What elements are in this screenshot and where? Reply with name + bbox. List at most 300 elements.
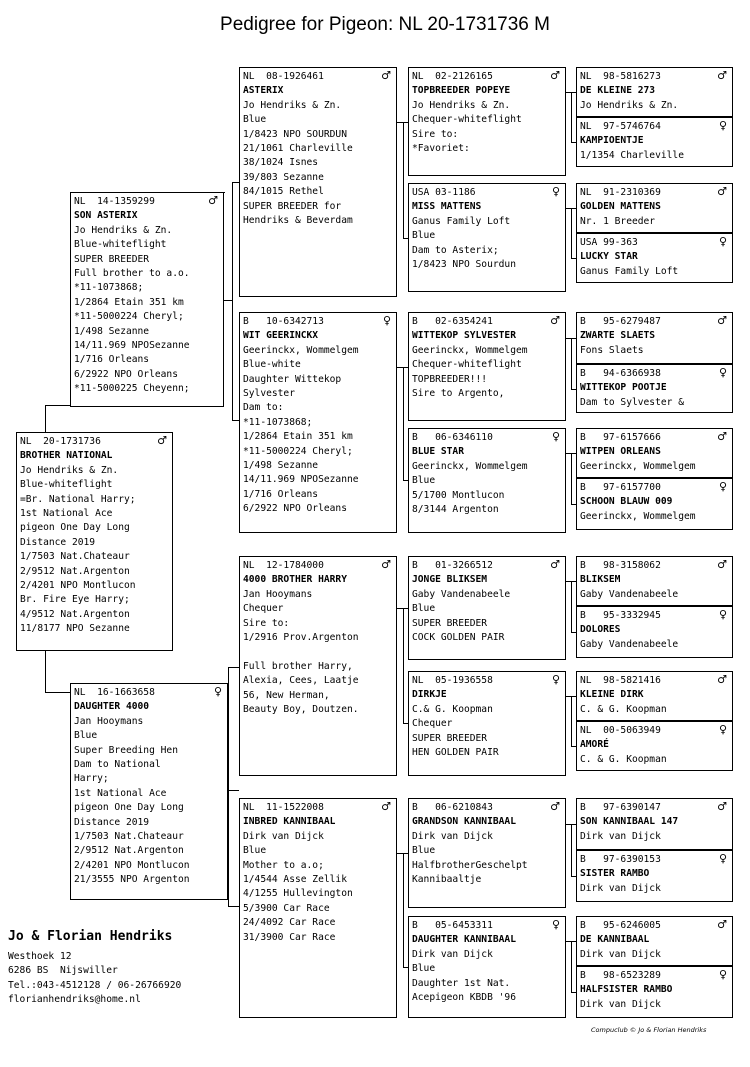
female-symbol-icon: ♀ [551, 673, 560, 686]
pigeon-info-line: Chequer-whiteflight [412, 359, 522, 371]
male-symbol-icon: ♂ [550, 558, 560, 571]
pigeon-info-line: Daughter 1st Nat. [412, 977, 511, 989]
pigeon-card-g6 [576, 364, 733, 413]
pigeon-info-line: Jan Hooymans [243, 588, 313, 600]
pigeon-name: KAMPIOENTJE [580, 135, 644, 147]
pigeon-info-line: Distance 2019 [74, 816, 150, 828]
ring-number [412, 70, 562, 84]
pigeon-info-line: Gaby Vandenabeele [412, 588, 511, 600]
pigeon-info-line: Blue [74, 730, 98, 742]
pigeon-name: WITTEKOP POOTJE [580, 382, 667, 394]
pigeon-info-line: *11-5000224 Cheryl; [74, 311, 184, 323]
pigeon-info-line: Jo Hendriks & Zn. [243, 99, 342, 111]
male-symbol-icon: ♂ [550, 800, 560, 813]
ring-number-text: USA 03-1186 [412, 187, 476, 198]
female-symbol-icon: ♀ [718, 968, 727, 981]
page-title: Pedigree for Pigeon: NL 20-1731736 M [220, 14, 550, 35]
connector-line [571, 581, 572, 632]
pigeon-card-g10 [576, 606, 733, 658]
pigeon-info-line: COCK GOLDEN PAIR [412, 632, 505, 644]
female-symbol-icon: ♀ [551, 430, 560, 443]
ring-number [74, 195, 220, 209]
pigeon-info-line: Dirk van Dijck [580, 830, 661, 842]
connector-line [566, 92, 576, 93]
pigeon-info-line: 38/1024 Isnes [243, 157, 319, 169]
ring-number [412, 431, 562, 445]
pigeon-info-line: 1/4544 Asse Zellik [243, 874, 347, 886]
pigeon-card-g16 [576, 966, 733, 1018]
connector-line [566, 941, 576, 942]
pigeon-name: 4000 BROTHER HARRY [243, 574, 347, 586]
pigeon-info-line: Super Breeding Hen [74, 744, 178, 756]
ring-number [20, 435, 169, 449]
pigeon-name: TOPBREEDER POPEYE [412, 85, 511, 97]
pigeon-name: AMORÉ [580, 739, 609, 751]
pigeon-info-line: 1st National Ace [74, 787, 167, 799]
pigeon-info-line: Kannibaaltje [412, 874, 482, 886]
pigeon-info-line: HEN GOLDEN PAIR [412, 747, 499, 759]
ring-number [580, 853, 729, 867]
ring-number-text: NL 08-1926461 [243, 71, 324, 82]
ring-number [580, 969, 729, 983]
pigeon-info-line: 1/2864 Etain 351 km [74, 296, 184, 308]
ring-number-text: NL 98-5821416 [580, 675, 661, 686]
pigeon-info-line: pigeon One Day Long [74, 802, 184, 814]
connector-line [566, 338, 576, 339]
pigeon-info-line: TOPBREEDER!!! [412, 373, 488, 385]
male-symbol-icon: ♂ [717, 69, 727, 82]
ring-number-text: NL 20-1731736 [20, 436, 101, 447]
ring-number-text: NL 05-1936558 [412, 675, 493, 686]
ring-number [580, 367, 729, 381]
pigeon-info-line: 2/4201 NPO Montlucon [74, 859, 190, 871]
ring-number [580, 315, 729, 329]
male-symbol-icon: ♂ [717, 558, 727, 571]
pigeon-info-line: Dam to Asterix; [412, 244, 499, 256]
ring-number [580, 481, 729, 495]
pigeon-info-line: Geerinckx, Wommelgem [580, 510, 696, 522]
male-symbol-icon: ♂ [550, 69, 560, 82]
pigeon-card-g5 [576, 312, 733, 364]
pigeon-card-g7 [576, 428, 733, 478]
pigeon-name: DE KANNIBAAL [580, 934, 650, 946]
pigeon-info-line: 2/4201 NPO Montlucon [20, 580, 136, 592]
pigeon-info-line: 6/2922 NPO Orleans [74, 368, 178, 380]
connector-line [571, 696, 572, 746]
ring-number [412, 674, 562, 688]
ring-number [412, 801, 562, 815]
pigeon-info-line: Dirk van Dijck [412, 948, 493, 960]
pigeon-name: SON ASTERIX [74, 210, 138, 222]
pigeon-info-line: Mother to a.o; [243, 859, 324, 871]
pigeon-card-dds [408, 798, 566, 908]
connector-line [45, 651, 46, 692]
pigeon-name: INBRED KANNIBAAL [243, 816, 336, 828]
pigeon-info-line: 5/3900 Car Race [243, 902, 330, 914]
ring-number-text: B 98-3158062 [580, 560, 661, 571]
pigeon-info-line: 14/11.969 NPOSezanne [243, 474, 359, 486]
connector-line [228, 906, 239, 907]
pigeon-card-subject [16, 432, 173, 651]
ring-number [580, 120, 729, 134]
pigeon-info-line: C.& G. Koopman [412, 703, 493, 715]
pigeon-info-line: 21/3555 NPO Argenton [74, 874, 190, 886]
ring-number-text: NL 14-1359299 [74, 196, 155, 207]
pigeon-info-line: Alexia, Cees, Laatje [243, 675, 359, 687]
male-symbol-icon: ♂ [717, 673, 727, 686]
connector-line [224, 300, 232, 301]
ring-number [580, 431, 729, 445]
pigeon-name: SCHOON BLAUW 009 [580, 496, 673, 508]
pigeon-info-line: 8/3144 Argenton [412, 504, 499, 516]
pigeon-info-line: 84/1015 Rethel [243, 186, 324, 198]
pigeon-info-line: Dirk van Dijck [580, 998, 661, 1010]
connector-line [403, 367, 404, 480]
connector-line [397, 853, 408, 854]
pigeon-name: GRANDSON KANNIBAAL [412, 816, 516, 828]
male-symbol-icon: ♂ [208, 194, 218, 207]
pigeon-name: BLIKSEM [580, 574, 621, 586]
pigeon-info-line: HalfbrotherGeschelpt [412, 859, 528, 871]
pigeon-card-ssd [408, 183, 566, 292]
female-symbol-icon: ♀ [718, 723, 727, 736]
pigeon-name: WITTEKOP SYLVESTER [412, 330, 516, 342]
owner-block [8, 929, 181, 1008]
ring-number-text: B 94-6366938 [580, 368, 661, 379]
pigeon-info-line: Geerinckx, Wommelgem [243, 344, 359, 356]
pigeon-info-line: Geerinckx, Wommelgem [412, 460, 528, 472]
pigeon-info-line: Chequer [243, 603, 284, 615]
pigeon-info-line: Daughter Wittekop [243, 373, 342, 385]
connector-line [403, 853, 404, 967]
female-symbol-icon: ♀ [718, 480, 727, 493]
pigeon-info-line: Hendriks & Beverdam [243, 215, 353, 227]
pigeon-info-line: 39/803 Sezanne [243, 171, 324, 183]
pigeon-info-line: SUPER BREEDER [412, 732, 488, 744]
ring-number [580, 674, 729, 688]
ring-number-text: B 95-3332945 [580, 610, 661, 621]
pigeon-card-ss [239, 67, 397, 297]
female-symbol-icon: ♀ [718, 608, 727, 621]
ring-number-text: USA 99-363 [580, 237, 638, 248]
connector-line [571, 453, 572, 504]
male-symbol-icon: ♂ [381, 558, 391, 571]
ring-number [580, 186, 729, 200]
ring-number [412, 559, 562, 573]
connector-line [397, 367, 408, 368]
ring-number-text: B 10-6342713 [243, 316, 324, 327]
connector-line [224, 192, 225, 193]
owner-city: 6286 BS Nijswiller [8, 965, 118, 977]
ring-number [243, 315, 393, 329]
pigeon-card-g1 [576, 67, 733, 117]
ring-number [580, 609, 729, 623]
pigeon-info-line: 1/8423 NPO SOURDUN [243, 128, 347, 140]
ring-number-text: B 97-6390153 [580, 854, 661, 865]
pigeon-info-line: Geerinckx, Wommelgem [580, 460, 696, 472]
pigeon-name: SISTER RAMBO [580, 868, 650, 880]
pigeon-info-line: Blue [412, 963, 436, 975]
pigeon-info-line: Nr. 1 Breeder [580, 215, 656, 227]
ring-number [580, 919, 729, 933]
footer-credit: Compuclub © Jo & Florian Hendriks [591, 1026, 707, 1034]
connector-line [566, 581, 576, 582]
ring-number [580, 559, 729, 573]
pigeon-info-line: 1/2916 Prov.Argenton [243, 632, 359, 644]
pigeon-card-dd [239, 798, 397, 1018]
connector-line [403, 608, 404, 723]
pigeon-card-sdd [408, 428, 566, 533]
ring-number-text: NL 91-2310369 [580, 187, 661, 198]
pigeon-card-g14 [576, 850, 733, 902]
pigeon-info-line: Jo Hendriks & Zn. [412, 99, 511, 111]
pigeon-info-line: 11/8177 NPO Sezanne [20, 623, 130, 635]
pigeon-info-line: Full brother to a.o. [74, 268, 190, 280]
connector-line [566, 453, 576, 454]
pigeon-info-line: Gaby Vandenabeele [580, 638, 679, 650]
connector-line [45, 692, 70, 693]
male-symbol-icon: ♂ [381, 69, 391, 82]
pigeon-name: BROTHER NATIONAL [20, 450, 113, 462]
pigeon-info-line: Gaby Vandenabeele [580, 588, 679, 600]
ring-number-text: B 98-6523289 [580, 970, 661, 981]
ring-number-text: NL 16-1663658 [74, 687, 155, 698]
pigeon-info-line: 1/2864 Etain 351 km [243, 431, 353, 443]
ring-number-text: NL 11-1522008 [243, 802, 324, 813]
pigeon-info-line: Dam to National [74, 759, 161, 771]
pigeon-name: ZWARTE SLAETS [580, 330, 656, 342]
male-symbol-icon: ♂ [717, 430, 727, 443]
ring-number [74, 686, 224, 700]
pigeon-info-line: 1st National Ace [20, 508, 113, 520]
connector-line [571, 824, 572, 876]
connector-line [45, 405, 46, 432]
ring-number-text: B 02-6354241 [412, 316, 493, 327]
pigeon-info-line: *11-1073868; [243, 416, 313, 428]
pigeon-info-line: pigeon One Day Long [20, 522, 130, 534]
connector-line [232, 182, 239, 183]
pigeon-info-line: Dirk van Dijck [243, 830, 324, 842]
pigeon-info-line: C. & G. Koopman [580, 753, 667, 765]
pigeon-info-line: Blue [243, 845, 267, 857]
ring-number-text: NL 12-1784000 [243, 560, 324, 571]
ring-number-text: B 97-6390147 [580, 802, 661, 813]
pigeon-name: DIRKJE [412, 689, 447, 701]
ring-number [243, 559, 393, 573]
pigeon-info-line: C. & G. Koopman [580, 703, 667, 715]
connector-line [228, 667, 239, 668]
pigeon-name: DOLORES [580, 624, 621, 636]
pigeon-info-line: Blue [412, 230, 436, 242]
pigeon-info-line: Dirk van Dijck [580, 882, 661, 894]
pigeon-info-line: 1/716 Orleans [243, 488, 319, 500]
female-symbol-icon: ♀ [718, 852, 727, 865]
ring-number [580, 724, 729, 738]
connector-line [566, 696, 576, 697]
pigeon-card-ddd [408, 916, 566, 1018]
pigeon-info-line: Chequer-whiteflight [412, 114, 522, 126]
pigeon-card-dsd [408, 671, 566, 776]
pigeon-card-g15 [576, 916, 733, 966]
pigeon-info-line: *11-1073868; [74, 282, 144, 294]
connector-line [566, 824, 576, 825]
pigeon-card-sss [408, 67, 566, 176]
female-symbol-icon: ♀ [382, 314, 391, 327]
ring-number [243, 801, 393, 815]
pigeon-info-line: 4/9512 Nat.Argenton [20, 608, 130, 620]
female-symbol-icon: ♀ [551, 185, 560, 198]
pigeon-info-line: Chequer [412, 718, 453, 730]
ring-number-text: B 97-6157700 [580, 482, 661, 493]
pigeon-card-g9 [576, 556, 733, 606]
male-symbol-icon: ♂ [717, 800, 727, 813]
pigeon-info-line: 1/7503 Nat.Chateaur [74, 831, 184, 843]
pigeon-info-line: 6/2922 NPO Orleans [243, 503, 347, 515]
pigeon-info-line: SUPER BREEDER [412, 617, 488, 629]
ring-number-text: B 06-6346110 [412, 432, 493, 443]
pigeon-info-line: 1/8423 NPO Sourdun [412, 259, 516, 271]
ring-number [243, 70, 393, 84]
pigeon-name: GOLDEN MATTENS [580, 201, 661, 213]
pigeon-info-line: 2/9512 Nat.Argenton [74, 845, 184, 857]
connector-line [228, 790, 239, 791]
ring-number [580, 801, 729, 815]
pigeon-info-line: 1/716 Orleans [74, 354, 150, 366]
ring-number-text: B 97-6157666 [580, 432, 661, 443]
ring-number [412, 919, 562, 933]
pigeon-info-line: Fons Slaets [580, 344, 644, 356]
pigeon-info-line: Ganus Family Loft [412, 215, 511, 227]
owner-email: florianhendriks@home.nl [8, 994, 141, 1006]
pigeon-info-line: Distance 2019 [20, 536, 96, 548]
pigeon-card-g12 [576, 721, 733, 771]
connector-line [232, 300, 233, 420]
pigeon-info-line: SUPER BREEDER [74, 253, 150, 265]
pigeon-info-line: 1/7503 Nat.Chateaur [20, 551, 130, 563]
pigeon-card-sds [408, 312, 566, 421]
pigeon-info-line: Sire to: [243, 617, 290, 629]
connector-line [403, 122, 404, 238]
pigeon-info-line: 56, New Herman, [243, 689, 330, 701]
pigeon-card-sd [239, 312, 397, 533]
pigeon-name: DAUGHTER 4000 [74, 701, 150, 713]
pigeon-info-line: Dirk van Dijck [412, 830, 493, 842]
pigeon-name: HALFSISTER RAMBO [580, 984, 673, 996]
pigeon-info-line: Blue [412, 475, 436, 487]
connector-line [232, 420, 239, 421]
male-symbol-icon: ♂ [717, 314, 727, 327]
pigeon-info-line: Sire to: [412, 128, 459, 140]
pigeon-name: ASTERIX [243, 85, 284, 97]
pigeon-info-line: 2/9512 Nat.Argenton [20, 565, 130, 577]
pigeon-name: LUCKY STAR [580, 251, 638, 263]
pigeon-info-line: Dam to Sylvester & [580, 396, 684, 408]
connector-line [228, 667, 229, 907]
pigeon-info-line: Sire to Argento, [412, 388, 505, 400]
female-symbol-icon: ♀ [213, 685, 222, 698]
ring-number-text: B 06-6210843 [412, 802, 493, 813]
connector-line [571, 338, 572, 389]
connector-line [45, 405, 70, 406]
pigeon-info-line [243, 645, 393, 659]
pigeon-info-line: Geerinckx, Wommelgem [412, 344, 528, 356]
owner-address: Westhoek 12 [8, 951, 72, 962]
ring-number-text: NL 00-5063949 [580, 725, 661, 736]
pigeon-info-line: 5/1700 Montlucon [412, 489, 505, 501]
ring-number-text: NL 97-5746764 [580, 121, 661, 132]
pigeon-name: SON KANNIBAAL 147 [580, 816, 679, 828]
pigeon-info-line: Ganus Family Loft [580, 265, 679, 277]
pigeon-info-line: Jan Hooymans [74, 715, 144, 727]
female-symbol-icon: ♀ [718, 235, 727, 248]
pigeon-info-line: Jo Hendriks & Zn. [74, 224, 173, 236]
male-symbol-icon: ♂ [717, 185, 727, 198]
pigeon-info-line: Jo Hendriks & Zn. [580, 99, 679, 111]
male-symbol-icon: ♂ [550, 314, 560, 327]
pigeon-info-line: Dam to: [243, 402, 284, 414]
connector-line [571, 941, 572, 992]
pigeon-info-line: 21/1061 Charleville [243, 143, 353, 155]
pigeon-card-g8 [576, 478, 733, 530]
pigeon-info-line: 1/1354 Charleville [580, 149, 684, 161]
connector-line [397, 608, 408, 609]
female-symbol-icon: ♀ [718, 366, 727, 379]
ring-number [412, 186, 562, 200]
ring-number-text: B 95-6246005 [580, 920, 661, 931]
ring-number-text: B 01-3266512 [412, 560, 493, 571]
pigeon-info-line: *11-5000225 Cheyenn; [74, 383, 190, 395]
ring-number [412, 315, 562, 329]
pigeon-name: MISS MATTENS [412, 201, 482, 213]
pigeon-name: DAUGHTER KANNIBAAL [412, 934, 516, 946]
female-symbol-icon: ♀ [551, 918, 560, 931]
pigeon-info-line: Beauty Boy, Doutzen. [243, 704, 359, 716]
pigeon-name: WITPEN ORLEANS [580, 446, 661, 458]
connector-line [571, 208, 572, 258]
pigeon-info-line: Blue [412, 845, 436, 857]
pigeon-card-sire [70, 192, 224, 407]
pigeon-name: DE KLEINE 273 [580, 85, 656, 97]
pigeon-card-g3 [576, 183, 733, 233]
pigeon-info-line: Dirk van Dijck [580, 948, 661, 960]
pigeon-info-line: =Br. National Harry; [20, 493, 136, 505]
pigeon-info-line: Acepigeon KBDB '96 [412, 992, 516, 1004]
pigeon-card-ds [239, 556, 397, 776]
male-symbol-icon: ♂ [717, 918, 727, 931]
pigeon-info-line: Full brother Harry, [243, 660, 353, 672]
ring-number-text: NL 98-5816273 [580, 71, 661, 82]
connector-line [566, 208, 576, 209]
pigeon-info-line: Jo Hendriks & Zn. [20, 464, 119, 476]
pigeon-card-g13 [576, 798, 733, 850]
connector-line [232, 182, 233, 302]
pigeon-info-line: SUPER BREEDER for [243, 200, 342, 212]
ring-number [580, 236, 729, 250]
pigeon-card-g11 [576, 671, 733, 721]
pigeon-info-line: Blue-whiteflight [74, 239, 167, 251]
pigeon-card-dam [70, 683, 228, 900]
pigeon-info-line: Br. Fire Eye Harry; [20, 594, 130, 606]
pigeon-name: BLUE STAR [412, 446, 464, 458]
pigeon-info-line: Blue-whiteflight [20, 479, 113, 491]
ring-number [580, 70, 729, 84]
pigeon-card-g4 [576, 233, 733, 283]
ring-number-text: NL 02-2126165 [412, 71, 493, 82]
pigeon-info-line: Blue [243, 114, 267, 126]
female-symbol-icon: ♀ [718, 119, 727, 132]
pigeon-name: JONGE BLIKSEM [412, 574, 488, 586]
connector-line [571, 92, 572, 142]
